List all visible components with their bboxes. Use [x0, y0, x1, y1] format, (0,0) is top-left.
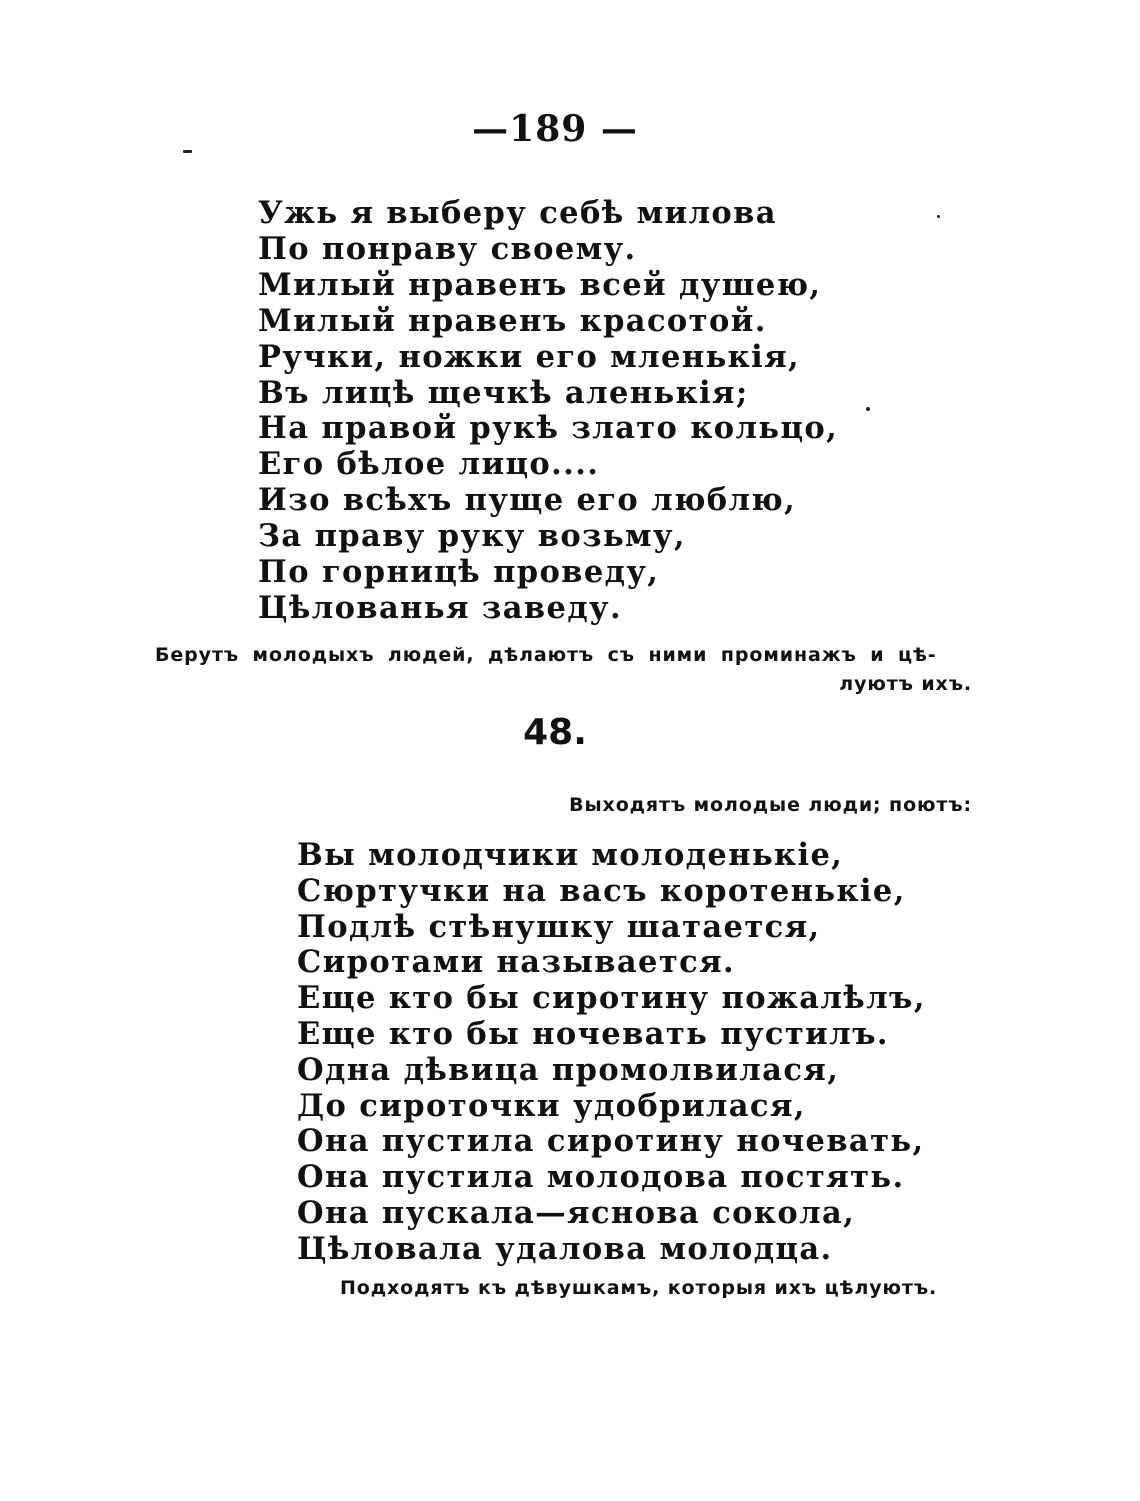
- verse-stanza-2: [297, 838, 926, 1268]
- stage-direction: Выходятъ молодые люди; поютъ:: [569, 794, 972, 816]
- verse-line: Его бѣлое лицо....: [258, 446, 600, 483]
- verse-line: Сиротами называется.: [297, 944, 736, 981]
- song-number: 48.: [523, 712, 587, 753]
- verse-line: Цѣлованья заведу.: [258, 589, 622, 626]
- stage-direction-line: луютъ ихъ.: [839, 673, 972, 695]
- verse-line: Она пускала—яснова сокола,: [297, 1194, 856, 1231]
- scan-speck: [866, 407, 870, 411]
- verse-line: Еще кто бы ночевать пустилъ.: [297, 1015, 889, 1052]
- verse-line: Сюртучки на васъ коротенькіе,: [297, 872, 906, 909]
- verse-line: Цѣловала удалова молодца.: [297, 1230, 833, 1267]
- verse-stanza-1: [258, 196, 838, 627]
- verse-line: Милый нравенъ всей душею,: [258, 266, 822, 303]
- scan-speck: [183, 150, 192, 153]
- verse-line: Подлѣ стѣнушку шатается,: [297, 908, 821, 945]
- page-number: —189 —: [472, 108, 638, 150]
- verse-line: Вы молодчики молоденькіе,: [297, 837, 844, 873]
- scan-speck: [937, 215, 940, 218]
- verse-line: Ужь я выберу себѣ милова: [258, 195, 777, 231]
- verse-line: Она пустила сиротину ночевать,: [297, 1123, 925, 1160]
- verse-line: Ручки, ножки его мленькія,: [258, 338, 801, 375]
- verse-line: Одна дѣвица промолвилася,: [297, 1051, 840, 1088]
- verse-line: Въ лицѣ щечкѣ аленькія;: [258, 374, 749, 411]
- verse-line: Она пустила молодова постять.: [297, 1159, 905, 1196]
- verse-line: На правой рукѣ злато кольцо,: [258, 410, 839, 447]
- stage-direction: Подходятъ къ дѣвушкамъ, которыя ихъ цѣлуютъ.: [340, 1277, 938, 1299]
- verse-line: По понраву своему.: [258, 230, 637, 267]
- verse-line: По горницѣ проведу,: [258, 554, 660, 591]
- verse-line: Милый нравенъ красотой.: [258, 302, 767, 339]
- verse-line: До сироточки удобрилася,: [297, 1087, 806, 1124]
- verse-line: Еще кто бы сиротину пожалѣлъ,: [297, 980, 926, 1017]
- verse-line: За праву руку возьму,: [258, 518, 686, 555]
- verse-line: Изо всѣхъ пуще его люблю,: [258, 482, 797, 519]
- stage-direction-line: Берутъ молодыхъ людей, дѣлаютъ съ ними проминажъ и цѣ-: [155, 644, 937, 666]
